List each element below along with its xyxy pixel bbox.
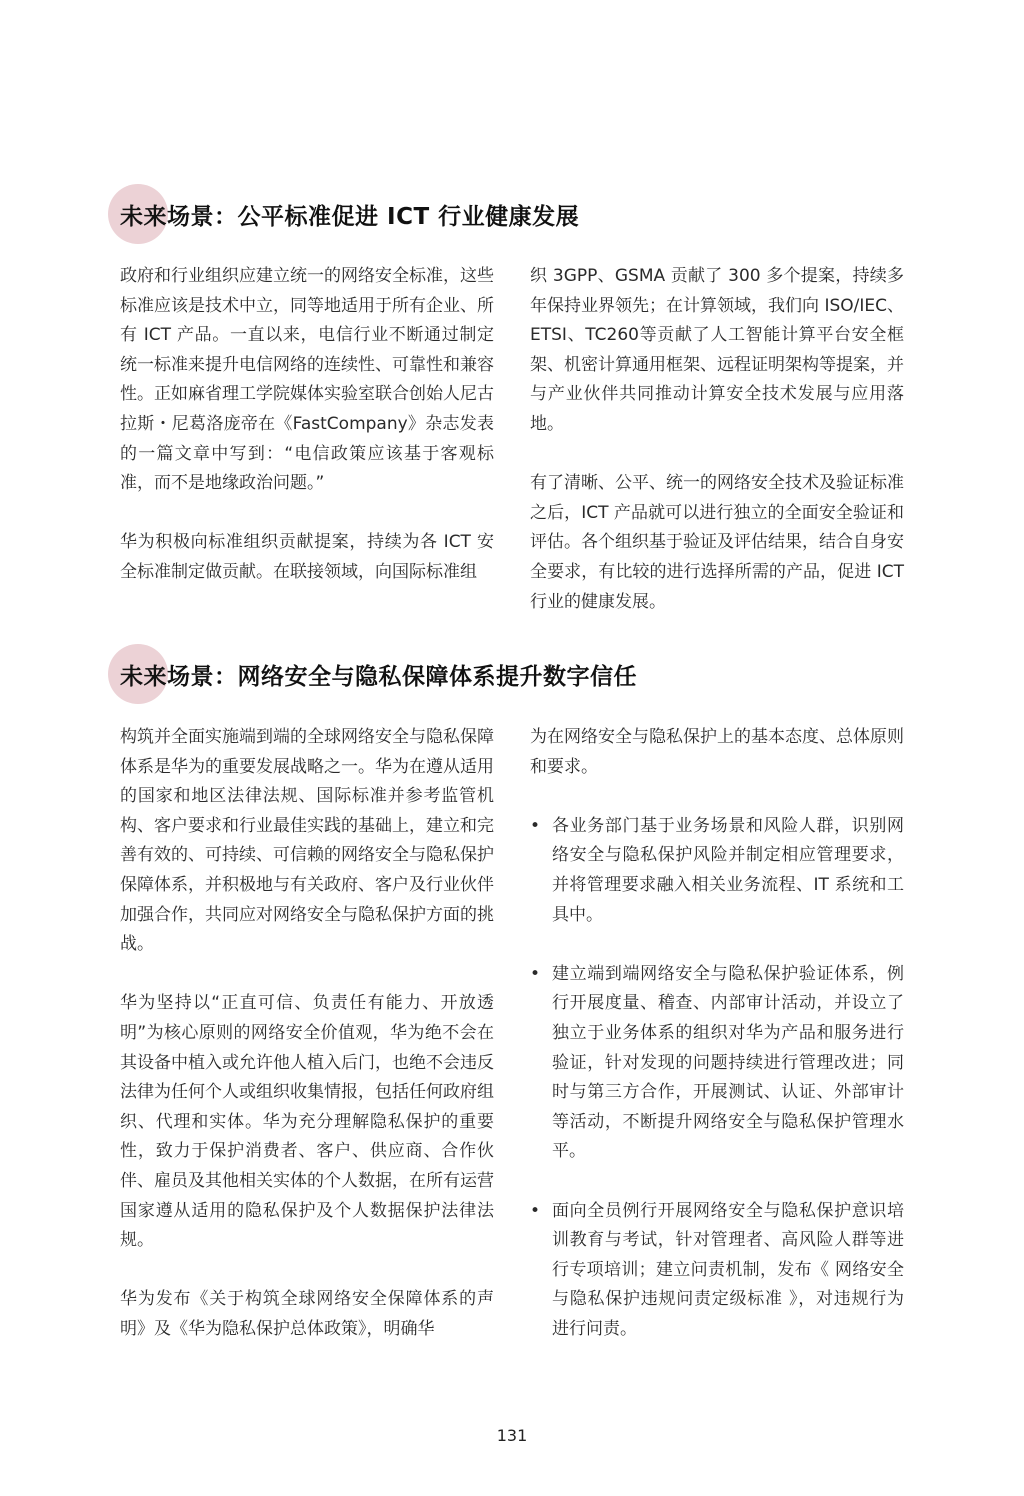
section-2-left-column: [120, 723, 494, 1344]
paragraph: 有了清晰、公平、统一的网络安全技术及验证标准之后，ICT 产品就可以进行独立的全面安全验证和评估。各个组织基于验证及评估结果，结合自身安全要求，有比较的进行选择所需的产品，促进 ICT 行业的健康发展。: [530, 473, 904, 612]
bullet-icon: •: [530, 1200, 541, 1221]
bullet-list: [530, 812, 904, 1345]
section-2-heading: [108, 644, 928, 706]
section-1-heading: [108, 184, 928, 246]
list-item-text: 建立端到端网络安全与隐私保护验证体系，例行开展度量、稽查、内部审计活动，并设立了独立于业务体系的组织对华为产品和服务进行验证，针对发现的问题持续进行管理改进；同时与第三方合作，开展测试、认证、外部审计等活动，不断提升网络安全与隐私保护管理水平。: [552, 963, 904, 1162]
list-item-text: 面向全员例行开展网络安全与隐私保护意识培训教育与考试，针对管理者、高风险人群等进行专项培训；建立问责机制，发布《 网络安全与隐私保护违规问责定级标准 》，对违规行为进行问责。: [552, 1200, 904, 1339]
paragraph: 政府和行业组织应建立统一的网络安全标准，这些标准应该是技术中立，同等地适用于所有企业、所有 ICT 产品。一直以来，电信行业不断通过制定统一标准来提升电信网络的连续性、可靠性和兼容性。正如麻省理工学院媒体实验室联合创始人尼古拉斯・尼葛洛庞帝在《FastCompany》杂志发表的一篇文章中写到：“电信政策应该基于客观标准，而不是地缘政治问题。”: [120, 266, 494, 494]
section-1-title: 未来场景：公平标准促进 ICT 行业健康发展: [120, 204, 580, 230]
section-1-right-column: [530, 262, 904, 617]
paragraph: 华为发布《关于构筑全球网络安全保障体系的声明》及《华为隐私保护总体政策》，明确华: [120, 1289, 494, 1339]
list-item: [530, 960, 904, 1167]
section-2-title: 未来场景：网络安全与隐私保障体系提升数字信任: [120, 664, 637, 690]
section-1-left-column: [120, 262, 494, 588]
paragraph: 华为积极向标准组织贡献提案，持续为各 ICT 安全标准制定做贡献。在联接领域，向国际标准组: [120, 532, 494, 582]
paragraph: 织 3GPP、GSMA 贡献了 300 多个提案，持续多年保持业界领先；在计算领域，我们向 ISO/IEC、ETSI、TC260等贡献了人工智能计算平台安全框架、机密计算通用框架、远程证明架构等提案，并与产业伙伴共同推动计算安全技术发展与应用落地。: [530, 266, 904, 434]
page-number: 131: [496, 1426, 528, 1445]
paragraph: 为在网络安全与隐私保护上的基本态度、总体原则和要求。: [530, 727, 904, 777]
list-item: [530, 812, 904, 930]
paragraph: 华为坚持以“正直可信、负责任有能力、开放透明”为核心原则的网络安全价值观，华为绝不会在其设备中植入或允许他人植入后门，也绝不会违反法律为任何个人或组织收集情报，包括任何政府组织、代理和实体。华为充分理解隐私保护的重要性，致力于保护消费者、客户、供应商、合作伙伴、雇员及其他相关实体的个人数据，在所有运营国家遵从适用的隐私保护及个人数据保护法律法规。: [120, 993, 494, 1251]
list-item: [530, 1197, 904, 1345]
paragraph: 构筑并全面实施端到端的全球网络安全与隐私保障体系是华为的重要发展战略之一。华为在遵从适用的国家和地区法律法规、国际标准并参考监管机构、客户要求和行业最佳实践的基础上，建立和完善有效的、可持续、可信赖的网络安全与隐私保护保障体系，并积极地与有关政府、客户及行业伙伴加强合作，共同应对网络安全与隐私保护方面的挑战。: [120, 727, 494, 955]
list-item-text: 各业务部门基于业务场景和风险人群，识别网络安全与隐私保护风险并制定相应管理要求，并将管理要求融入相关业务流程、IT 系统和工具中。: [552, 815, 904, 925]
bullet-icon: •: [530, 815, 541, 836]
section-2-right-column: [530, 723, 904, 1344]
bullet-icon: •: [530, 963, 541, 984]
